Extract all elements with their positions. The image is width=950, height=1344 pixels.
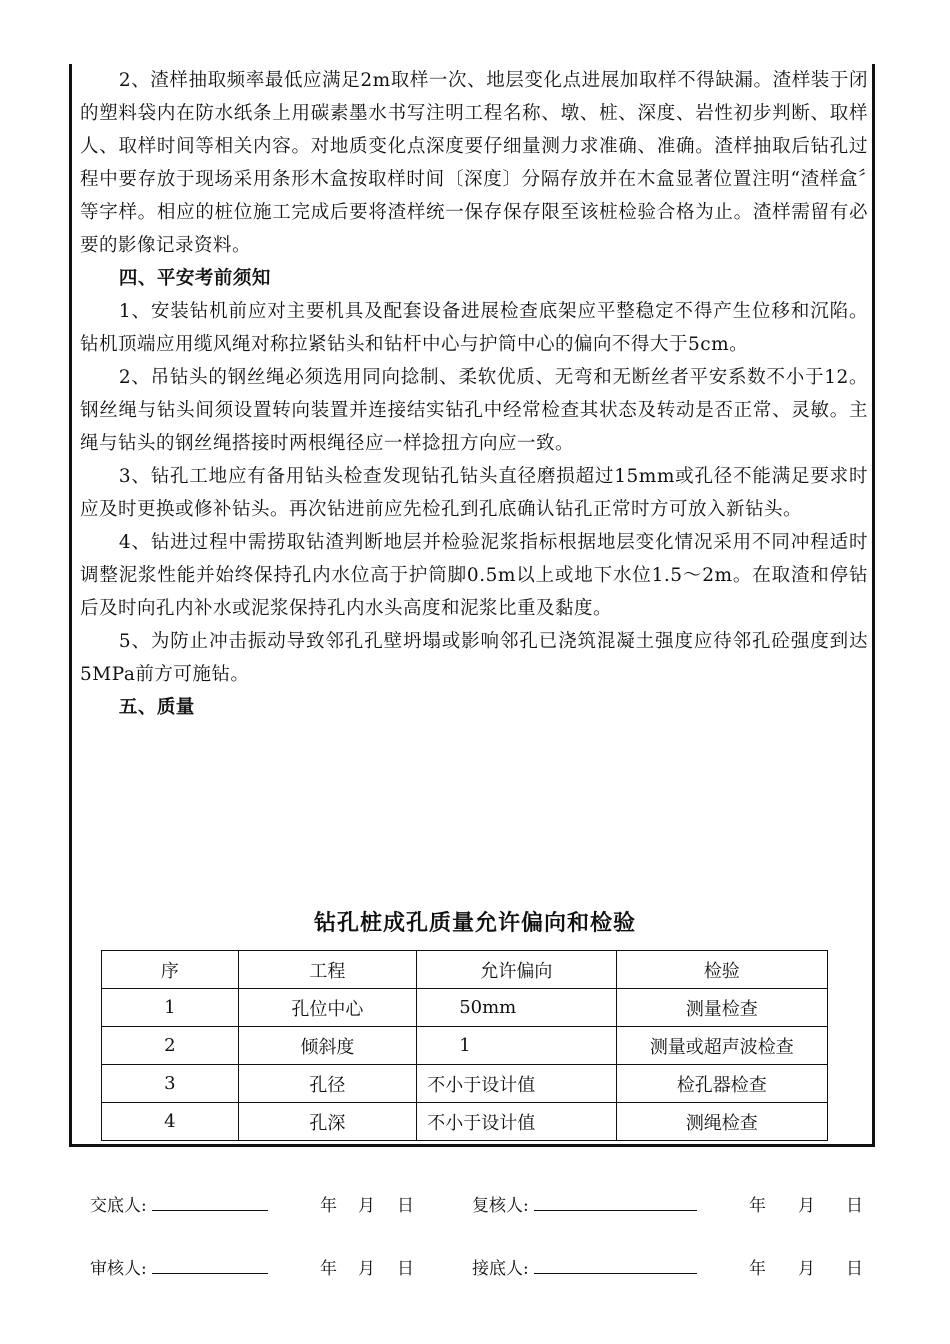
cell-item: 孔深 <box>238 1103 417 1141</box>
section-heading-safety: 四、平安考前须知 <box>118 268 271 289</box>
cell-index: 2 <box>102 1027 239 1065</box>
cell-index: 4 <box>102 1103 239 1141</box>
cell-item: 孔径 <box>238 1065 417 1103</box>
header-cell-item: 工程 <box>238 951 417 989</box>
paragraph-safety-4: 4、钻进过程中需捞取钻渣判断地层并检验泥浆指标根据地层变化情况采用不同冲程适时调整泥浆性能并始终保持孔内水位高于护筒脚0.5m以上或地下水位1.5～2m。在取渣和停钻后及时向孔内补水或泥浆保持孔内水头高度和泥浆比重及黏度。 <box>80 532 868 619</box>
signature-line <box>534 1257 697 1274</box>
paragraph-sample-collection: 2、渣样抽取频率最低应满足2m取样一次、地层变化点进展加取样不得缺漏。渣样装于闭的塑料袋内在防水纸条上用碳素墨水书写注明工程名称、墩、桩、深度、岩性初步判断、取样人、取样时间等相关内容。对地质变化点深度要仔细量测力求准确、准确。渣样抽取后钻孔过程中要存放于现场采用条形木盒按取样时间〔深度〕分隔存放并在木盒显著位置注明“渣样盒〞等字样。相应的桩位施工完成后要将渣样统一保存保存限至该桩检验合格为止。渣样需留有必要的影像记录资料。 <box>80 70 868 256</box>
date-year-label: 年 <box>749 1196 766 1216</box>
cell-index: 1 <box>102 989 239 1027</box>
date-year-label: 年 <box>320 1259 337 1279</box>
label-receiver: 接底人: <box>472 1259 529 1279</box>
cell-inspection: 测量检查 <box>616 989 827 1027</box>
cell-inspection: 测量或超声波检查 <box>616 1027 827 1065</box>
table-row <box>102 1027 828 1065</box>
header-cell-index: 序 <box>102 951 239 989</box>
cell-index: 3 <box>102 1065 239 1103</box>
paragraph-safety-2: 2、吊钻头的钢丝绳必须选用同向捻制、柔软优质、无弯和无断丝者平安系数不小于12。钢丝绳与钻头间须设置转向装置并连接结实钻孔中经常检查其状态及转动是否正常、灵敏。主绳与钻头的钢丝绳搭接时两根绳径应一样捻扭方向应一致。 <box>80 367 868 454</box>
paragraph-safety-3: 3、钻孔工地应有备用钻头检查发现钻孔钻头直径磨损超过15mm或孔径不能满足要求时应及时更换或修补钻头。再次钻进前应先检孔到孔底确认钻孔正常时方可放入新钻头。 <box>80 466 868 520</box>
label-reviewer: 复核人: <box>472 1196 529 1216</box>
cell-tolerance: 不小于设计值 <box>417 1103 616 1141</box>
signature-line <box>152 1194 268 1211</box>
cell-tolerance: 1 <box>417 1027 616 1065</box>
table-row <box>102 1103 828 1141</box>
section-heading-quality: 五、质量 <box>118 697 195 718</box>
document-body <box>80 64 868 724</box>
quality-table <box>101 950 828 1141</box>
date-month-label: 月 <box>358 1196 375 1216</box>
cell-tolerance: 不小于设计值 <box>417 1065 616 1103</box>
date-year-label: 年 <box>320 1196 337 1216</box>
signature-line <box>152 1257 268 1274</box>
signature-approver <box>90 1254 268 1279</box>
cell-tolerance: 50mm <box>417 989 616 1027</box>
cell-inspection: 测绳检查 <box>616 1103 827 1141</box>
cell-item: 孔位中心 <box>238 989 417 1027</box>
table-header-row <box>102 951 828 989</box>
table-row <box>102 1065 828 1103</box>
signature-line <box>534 1194 697 1211</box>
table-row <box>102 989 828 1027</box>
paragraph-safety-5: 5、为防止冲击振动导致邻孔孔壁坍塌或影响邻孔已浇筑混凝土强度应待邻孔砼强度到达5MPa前方可施钻。 <box>80 631 868 685</box>
date-month-label: 月 <box>798 1259 815 1279</box>
paragraph-safety-1: 1、安装钻机前应对主要机具及配套设备进展检查底架应平整稳定不得产生位移和沉陷。钻机顶端应用缆风绳对称拉紧钻头和钻杆中心与护筒中心的偏向不得大于5cm。 <box>80 301 868 355</box>
table-title: 钻孔桩成孔质量允许偏向和检验 <box>313 911 636 936</box>
header-cell-tolerance: 允许偏向 <box>417 951 616 989</box>
date-month-label: 月 <box>358 1259 375 1279</box>
signature-discloser <box>90 1191 268 1216</box>
date-day-label: 日 <box>397 1196 414 1216</box>
header-cell-inspection: 检验 <box>616 951 827 989</box>
label-approver: 审核人: <box>90 1259 147 1279</box>
cell-inspection: 检孔器检查 <box>616 1065 827 1103</box>
label-discloser: 交底人: <box>90 1196 147 1216</box>
date-year-label: 年 <box>749 1259 766 1279</box>
signature-reviewer <box>472 1191 697 1216</box>
date-day-label: 日 <box>846 1259 863 1279</box>
signature-receiver <box>472 1254 697 1279</box>
date-month-label: 月 <box>798 1196 815 1216</box>
date-day-label: 日 <box>397 1259 414 1279</box>
date-day-label: 日 <box>846 1196 863 1216</box>
cell-item: 倾斜度 <box>238 1027 417 1065</box>
